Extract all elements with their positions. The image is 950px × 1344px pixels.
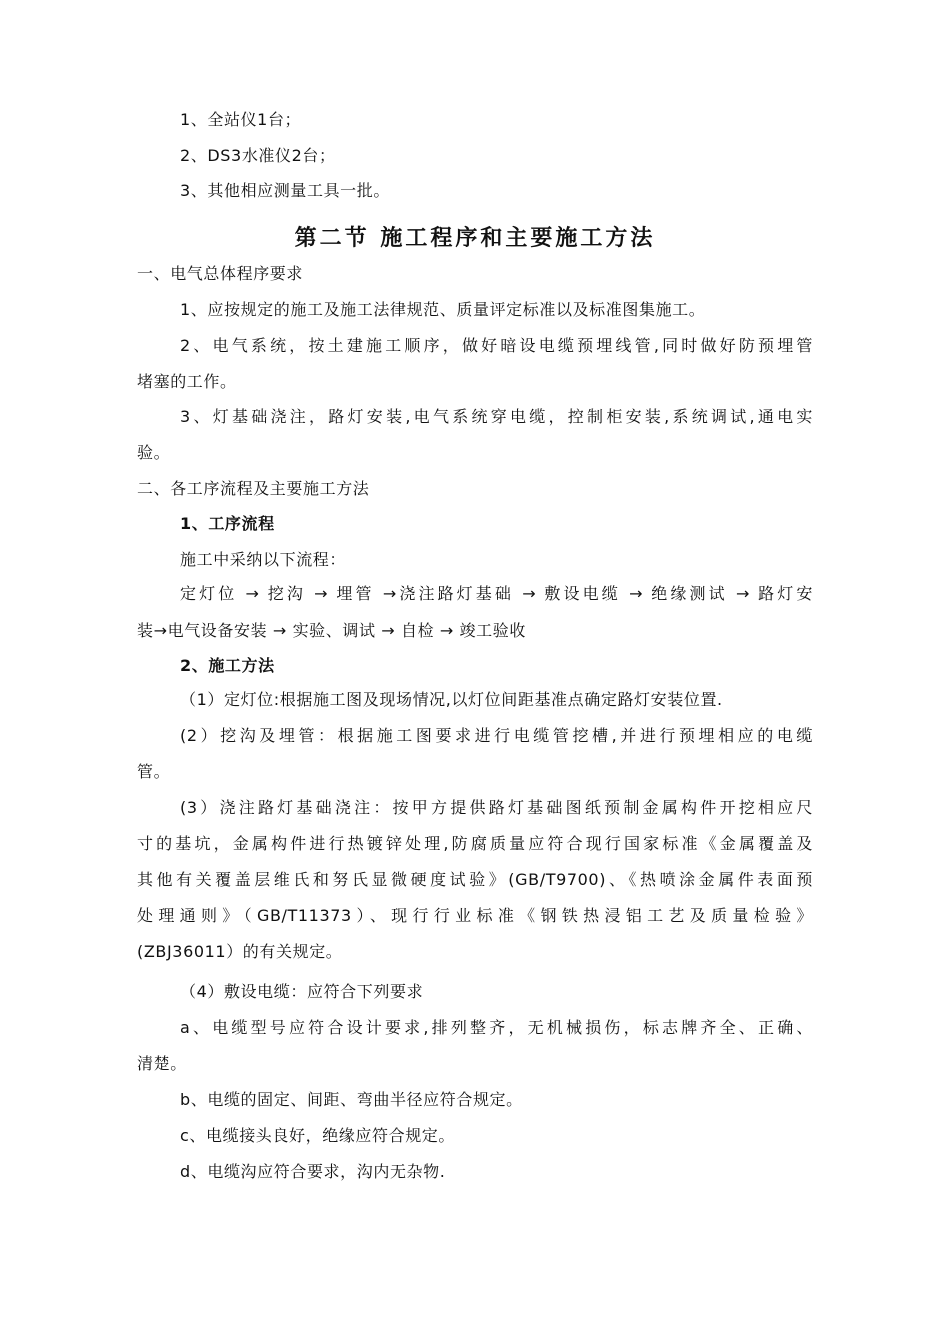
section-title: 第二节 施工程序和主要施工方法 <box>294 226 656 251</box>
requirement-d: d、电缆沟应符合要求，沟内无杂物. <box>180 1162 446 1181</box>
method-1: （1）定灯位:根据施工图及现场情况,以灯位间距基准点确定路灯安装位置. <box>180 690 723 709</box>
process-flow-line-2: 装→电气设备安装 → 实验、调试 → 自检 → 竣工验收 <box>137 621 526 640</box>
methods-heading: 2、施工方法 <box>180 656 275 675</box>
part1-item-3-cont: 验。 <box>137 443 171 462</box>
process-flow-intro: 施工中采纳以下流程： <box>180 550 347 569</box>
equipment-item-2: 2、DS3水准仪2台； <box>180 146 336 165</box>
method-3-line-4: 处理通则》（GB/T11373）、现行行业标准《钢铁热浸铝工艺及质量检验》 <box>137 906 813 925</box>
method-3-line-2: 寸的基坑，金属构件进行热镀锌处理,防腐质量应符合现行国家标准《金属覆盖及 <box>137 834 813 853</box>
equipment-item-1: 1、全站仪1台； <box>180 110 302 129</box>
method-2-line-2: 管。 <box>137 762 171 781</box>
method-2-line-1: (2）挖沟及埋管：根据施工图要求进行电缆管挖槽,并进行预埋相应的电缆 <box>180 726 813 745</box>
part2-heading: 二、各工序流程及主要施工方法 <box>137 479 370 498</box>
requirement-a-line-1: a、电缆型号应符合设计要求,排列整齐，无机械损伤，标志牌齐全、正确、 <box>180 1018 813 1037</box>
part1-heading: 一、电气总体程序要求 <box>137 264 304 283</box>
method-4: （4）敷设电缆：应符合下列要求 <box>180 982 424 1001</box>
part1-item-3: 3、灯基础浇注，路灯安装,电气系统穿电缆，控制柜安装,系统调试,通电实 <box>180 407 813 426</box>
part1-item-2: 2、电气系统，按土建施工顺序，做好暗设电缆预埋线管,同时做好防预埋管 <box>180 336 813 355</box>
requirement-c: c、电缆接头良好，绝缘应符合规定。 <box>180 1126 455 1145</box>
method-3-line-5: (ZBJ36011）的有关规定。 <box>137 942 343 961</box>
method-3-line-1: (3）浇注路灯基础浇注：按甲方提供路灯基础图纸预制金属构件开挖相应尺 <box>180 798 813 817</box>
equipment-item-3: 3、其他相应测量工具一批。 <box>180 181 390 200</box>
part1-item-2-cont: 堵塞的工作。 <box>137 372 237 391</box>
requirement-b: b、电缆的固定、间距、弯曲半径应符合规定。 <box>180 1090 523 1109</box>
method-3-line-3: 其他有关覆盖层维氏和努氏显微硬度试验》(GB/T9700)、《热喷涂金属件表面预 <box>137 870 813 889</box>
requirement-a-line-2: 清楚。 <box>137 1054 187 1073</box>
part1-item-1: 1、应按规定的施工及施工法律规范、质量评定标准以及标准图集施工。 <box>180 300 706 319</box>
process-flow-heading: 1、工序流程 <box>180 514 275 533</box>
process-flow-line-1: 定灯位 → 挖沟 → 埋管 →浇注路灯基础 → 敷设电缆 → 绝缘测试 → 路灯安 <box>180 584 813 603</box>
